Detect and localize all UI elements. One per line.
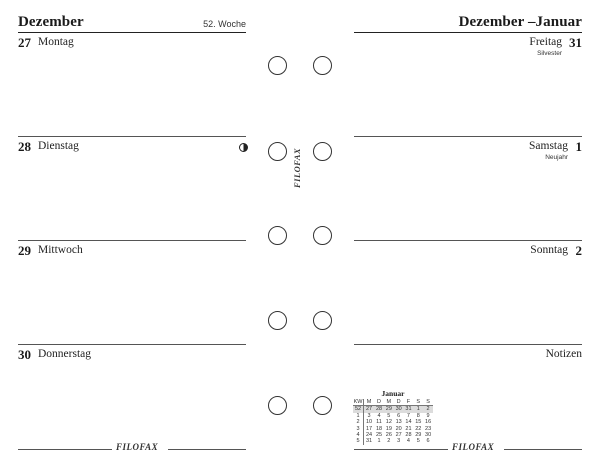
filofax-logo: FILOFAX <box>116 442 159 452</box>
mini-calendar-day: 21 <box>405 425 412 432</box>
mini-calendar-header: S <box>423 399 433 406</box>
day-name: Freitag <box>529 36 562 48</box>
holiday-label: Silvester <box>537 50 562 57</box>
ring-hole <box>313 311 332 330</box>
day-number: 29 <box>18 243 31 258</box>
mini-calendar-day: 3 <box>397 438 401 445</box>
notes-label: Notizen <box>545 348 582 360</box>
mini-calendar-week-number: 2 <box>353 419 364 425</box>
mini-calendar-day: 27 <box>395 432 402 439</box>
day-name: Sonntag <box>530 244 568 256</box>
mini-calendar-day: 26 <box>385 432 392 439</box>
mini-calendar-day: 8 <box>416 412 420 419</box>
day-number: 1 <box>575 139 582 154</box>
mini-calendar-day: 30 <box>425 432 432 439</box>
mini-calendar-day: 18 <box>375 425 383 432</box>
ring-hole <box>268 142 287 161</box>
mini-calendar-week-number: 5 <box>353 438 364 444</box>
left-footer-rule <box>168 449 246 450</box>
mini-calendar-day: 14 <box>405 419 412 426</box>
ring-hole <box>313 56 332 75</box>
right-footer-rule <box>354 449 448 450</box>
mini-calendar-day: 25 <box>375 432 383 439</box>
mini-calendar-day: 29 <box>385 406 392 413</box>
mini-calendar-week-number: 52 <box>353 406 364 413</box>
mini-calendar-week-row <box>353 406 433 413</box>
day-divider <box>18 136 246 137</box>
day-name: Donnerstag <box>38 348 92 360</box>
mini-calendar-day: 19 <box>385 425 392 432</box>
mini-calendar-week-number: 4 <box>353 432 364 438</box>
mini-calendar <box>353 389 433 445</box>
mini-calendar-day: 23 <box>425 425 432 432</box>
mini-calendar-title: Januar <box>381 389 405 398</box>
mini-calendar-day: 11 <box>376 419 382 426</box>
day-name: Montag <box>38 36 74 48</box>
filofax-logo: FILOFAX <box>452 442 495 452</box>
mini-calendar-day: 12 <box>385 419 392 426</box>
day-name: Dienstag <box>38 140 79 152</box>
mini-calendar-day: 6 <box>426 438 430 445</box>
day-name: Samstag <box>529 140 568 152</box>
mini-calendar-day: 15 <box>415 419 422 426</box>
ring-hole <box>313 396 332 415</box>
day-divider <box>18 344 246 345</box>
right-month-title: Dezember –Januar <box>458 14 582 30</box>
mini-calendar-day: 24 <box>365 432 373 439</box>
mini-calendar-header: D <box>394 399 404 406</box>
mini-calendar-day: 13 <box>395 419 402 426</box>
right-header-rule <box>354 32 582 33</box>
mini-calendar-header: M <box>364 399 375 406</box>
day-number: 2 <box>575 243 582 258</box>
holiday-label: Neujahr <box>545 154 568 161</box>
day-number: 27 <box>18 35 31 50</box>
mini-calendar-day: 4 <box>377 412 381 419</box>
mini-calendar-day: 3 <box>367 412 371 419</box>
mini-calendar-day: 2 <box>423 406 433 413</box>
mini-calendar-day: 22 <box>415 425 422 432</box>
mini-calendar-day: 5 <box>416 438 420 445</box>
mini-calendar-day: 29 <box>415 432 422 439</box>
mini-calendar-day: 9 <box>426 412 430 419</box>
week-number: 52. Woche <box>203 19 246 29</box>
ring-hole <box>313 142 332 161</box>
day-number: 28 <box>18 139 31 154</box>
mini-calendar-day: 7 <box>406 412 410 419</box>
day-number: 30 <box>18 347 31 362</box>
half-moon-icon <box>239 143 248 152</box>
ring-hole <box>268 396 287 415</box>
mini-calendar-week-row <box>353 438 433 444</box>
mini-calendar-day: 27 <box>364 406 375 413</box>
right-footer-rule <box>504 449 582 450</box>
mini-calendar-day: 28 <box>375 406 383 413</box>
mini-calendar-header: M <box>384 399 394 406</box>
mini-calendar-header: D <box>374 399 384 406</box>
left-footer-rule <box>18 449 112 450</box>
day-name: Mittwoch <box>38 244 83 256</box>
mini-calendar-week-number: 3 <box>353 426 364 432</box>
mini-calendar-day: 5 <box>387 412 391 419</box>
ring-hole <box>313 226 332 245</box>
mini-calendar-week-number: 1 <box>353 413 364 419</box>
day-divider <box>354 240 582 241</box>
ring-hole <box>268 56 287 75</box>
ring-hole <box>268 226 287 245</box>
ring-hole <box>268 311 287 330</box>
mini-calendar-day: 28 <box>405 432 412 439</box>
mini-calendar-day: 4 <box>406 438 410 445</box>
mini-calendar-day: 30 <box>395 406 402 413</box>
day-divider <box>354 344 582 345</box>
spine-filofax-logo: FILOFAX <box>292 147 302 188</box>
mini-calendar-day: 16 <box>425 419 432 426</box>
mini-calendar-day: 31 <box>365 438 373 445</box>
mini-calendar-header: F <box>404 399 414 406</box>
left-header-rule <box>18 32 246 33</box>
mini-calendar-day: 1 <box>377 438 381 445</box>
mini-calendar-day: 31 <box>405 406 412 413</box>
mini-calendar-header-row <box>353 399 433 406</box>
mini-calendar-day: 20 <box>395 425 402 432</box>
mini-calendar-table <box>353 399 433 445</box>
left-month-title: Dezember <box>18 14 84 30</box>
mini-calendar-day: 6 <box>397 412 401 419</box>
day-divider <box>18 240 246 241</box>
day-divider <box>354 136 582 137</box>
mini-calendar-day: 10 <box>365 419 373 426</box>
mini-calendar-day: 17 <box>365 425 373 432</box>
mini-calendar-header: KW <box>353 399 363 405</box>
mini-calendar-day: 2 <box>387 438 391 445</box>
day-number: 31 <box>569 35 582 50</box>
mini-calendar-header: S <box>413 399 423 406</box>
mini-calendar-day: 1 <box>413 406 423 413</box>
